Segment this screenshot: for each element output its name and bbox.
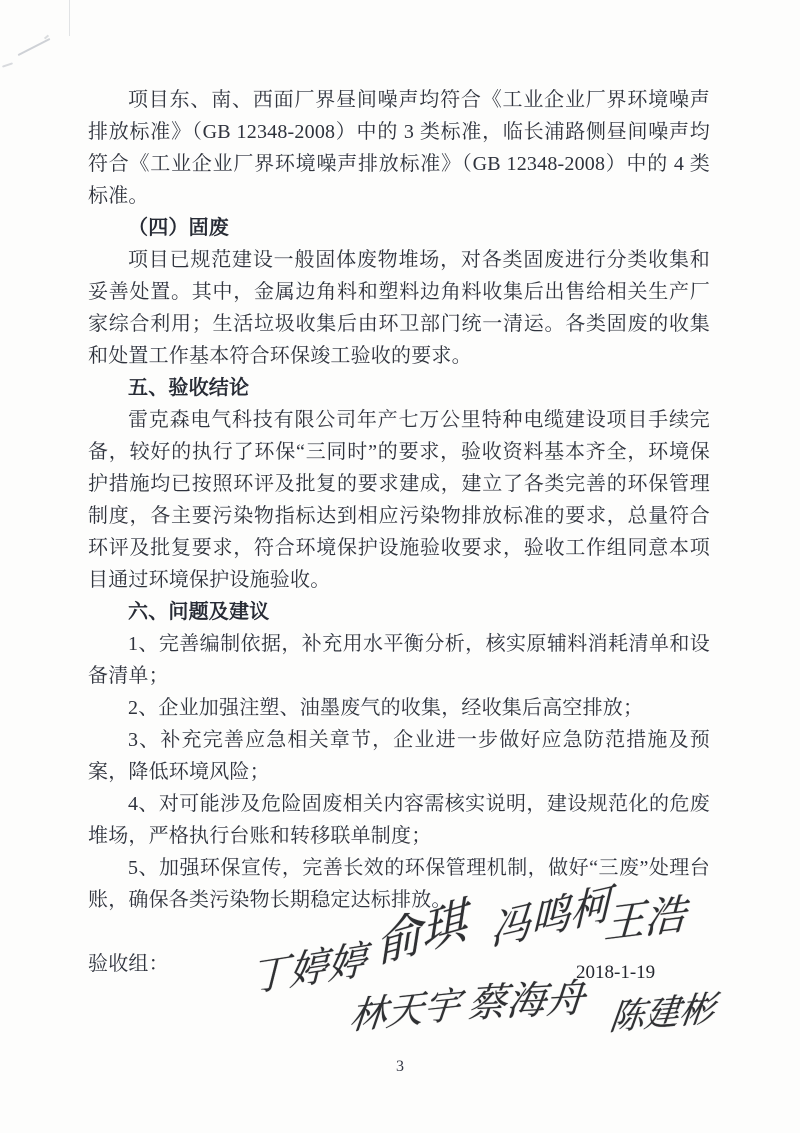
page-number: 3 [396, 1058, 404, 1075]
handwritten-signature-1: 俞琪 [374, 892, 469, 975]
handwritten-signature-4: 丁婷婷 [250, 937, 367, 1002]
suggestion-item-5: 5、加强环保宣传，完善长效的环保管理机制，做好“三废”处理台账，确保各类污染物长期稳定达标排放。 [88, 857, 710, 911]
heading-problems-suggestions: 六、问题及建议 [128, 601, 270, 623]
heading-acceptance-conclusion: 五、验收结论 [128, 377, 250, 399]
heading-solid-waste: （四）固废 [128, 217, 229, 239]
scan-scratch-mark [18, 38, 51, 56]
paragraph-noise-standards: 项目东、南、西面厂界昼间噪声均符合《工业企业厂界环境噪声排放标准》（GB 12348-2008）中的 3 类标准，临长浦路侧昼间噪声均符合《工业企业厂界环境噪声排放标准》（GB 12348-2008）中的 4 类标准。 [88, 89, 710, 207]
document-body [88, 84, 710, 980]
suggestion-item-1: 1、完善编制依据，补充用水平衡分析，核实原辅料消耗清单和设备清单； [88, 633, 710, 687]
handwritten-signature-6: 蔡海舟 [465, 975, 587, 1028]
paragraph-solid-waste: 项目已规范建设一般固体废物堆场，对各类固废进行分类收集和妥善处置。其中，金属边角料和塑料边角料收集后出售给相关生产厂家综合利用；生活垃圾收集后由环卫部门统一清运。各类固废的收集和处置工作基本符合环保竣工验收的要求。 [88, 249, 710, 367]
suggestion-item-3: 3、补充完善应急相关章节，企业进一步做好应急防范措施及预案，降低环境风险； [88, 729, 710, 783]
scan-edge-line [69, 0, 70, 36]
scan-scratch-mark [2, 62, 13, 67]
handwritten-signature-5: 林天宇 [347, 982, 463, 1039]
suggestion-item-4: 4、对可能涉及危险固废相关内容需核实说明，建设规范化的危废堆场，严格执行台账和转移联单制度； [88, 793, 710, 847]
handwritten-signature-7: 陈建彬 [607, 989, 717, 1039]
paragraph-acceptance-conclusion: 雷克森电气科技有限公司年产七万公里特种电缆建设项目手续完备，较好的执行了环保“三同时”的要求，验收资料基本齐全，环境保护措施均已按照环评及批复的要求建成，建立了各类完善的环保管理制度，各主要污染物指标达到相应污染物排放标准的要求，总量符合环评及批复要求，符合环境保护设施验收要求，验收工作组同意本项目通过环境保护设施验收。 [88, 409, 710, 591]
handwritten-signature-2: 冯鸣柯 [490, 878, 611, 956]
suggestion-item-2: 2、企业加强注塑、油墨废气的收集，经收集后高空排放； [128, 697, 644, 719]
acceptance-group-label: 验收组： [88, 953, 169, 975]
handwritten-signature-3: 王浩 [602, 889, 687, 949]
signature-date: 2018-1-19 [576, 962, 656, 983]
